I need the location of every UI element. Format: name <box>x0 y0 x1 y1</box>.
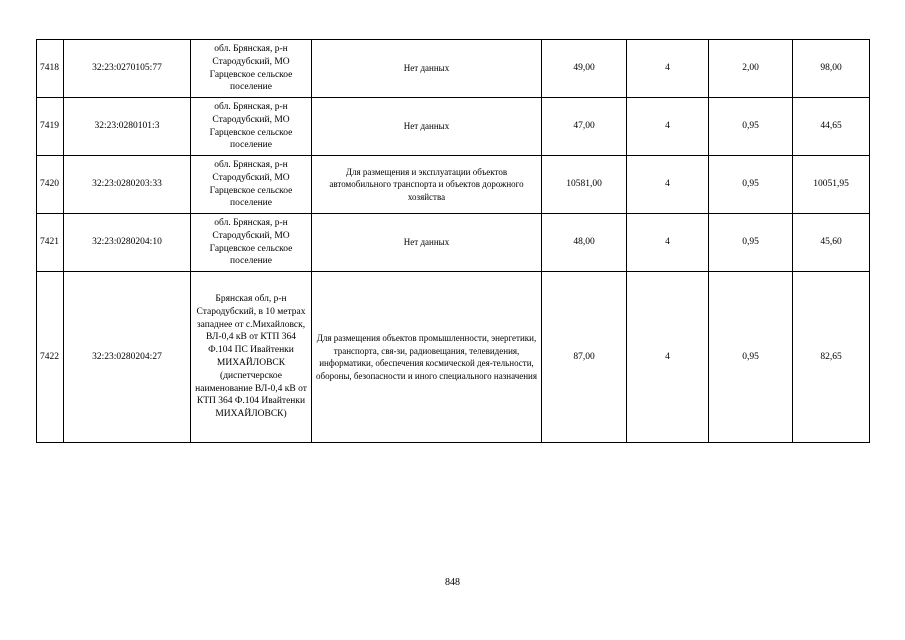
row-number-cell: 7421 <box>37 214 64 272</box>
coefficient-cell: 0,95 <box>709 214 793 272</box>
cadastral-number-cell: 32:23:0270105:77 <box>64 40 191 98</box>
table-row <box>37 40 870 98</box>
value-cell: 45,60 <box>793 214 870 272</box>
cadastral-number-cell: 32:23:0280204:27 <box>64 272 191 443</box>
address-cell: обл. Брянская, р-н Стародубский, МО Гарцевское сельское поселение <box>191 214 312 272</box>
category-cell: 4 <box>627 156 709 214</box>
table-row <box>37 98 870 156</box>
coefficient-cell: 2,00 <box>709 40 793 98</box>
page-number: 848 <box>445 577 460 588</box>
land-plots-table <box>36 39 870 443</box>
cadastral-number-cell: 32:23:0280101:3 <box>64 98 191 156</box>
area-cell: 47,00 <box>542 98 627 156</box>
area-cell: 87,00 <box>542 272 627 443</box>
category-cell: 4 <box>627 214 709 272</box>
value-cell: 10051,95 <box>793 156 870 214</box>
coefficient-cell: 0,95 <box>709 98 793 156</box>
cadastral-number-cell: 32:23:0280204:10 <box>64 214 191 272</box>
cadastral-number-cell: 32:23:0280203:33 <box>64 156 191 214</box>
permitted-use-cell: Для размещения объектов промышленности, энергетики, транспорта, свя-зи, радиовещания, телевидения, информатики, обеспечения космической дея-тельности, обороны, безопасности и иного специального назначения <box>312 272 542 443</box>
permitted-use-cell: Нет данных <box>312 98 542 156</box>
value-cell: 82,65 <box>793 272 870 443</box>
area-cell: 10581,00 <box>542 156 627 214</box>
address-cell: обл. Брянская, р-н Стародубский, МО Гарцевское сельское поселение <box>191 40 312 98</box>
value-cell: 44,65 <box>793 98 870 156</box>
permitted-use-cell: Нет данных <box>312 40 542 98</box>
row-number-cell: 7419 <box>37 98 64 156</box>
address-cell: обл. Брянская, р-н Стародубский, МО Гарцевское сельское поселение <box>191 98 312 156</box>
coefficient-cell: 0,95 <box>709 272 793 443</box>
table-row <box>37 156 870 214</box>
row-number-cell: 7418 <box>37 40 64 98</box>
value-cell: 98,00 <box>793 40 870 98</box>
table-row <box>37 272 870 443</box>
row-number-cell: 7422 <box>37 272 64 443</box>
permitted-use-cell: Нет данных <box>312 214 542 272</box>
table-row <box>37 214 870 272</box>
address-cell: обл. Брянская, р-н Стародубский, МО Гарцевское сельское поселение <box>191 156 312 214</box>
category-cell: 4 <box>627 98 709 156</box>
area-cell: 49,00 <box>542 40 627 98</box>
category-cell: 4 <box>627 40 709 98</box>
coefficient-cell: 0,95 <box>709 156 793 214</box>
category-cell: 4 <box>627 272 709 443</box>
row-number-cell: 7420 <box>37 156 64 214</box>
permitted-use-cell: Для размещения и эксплуатации объектов автомобильного транспорта и объектов дорожного хозяйства <box>312 156 542 214</box>
area-cell: 48,00 <box>542 214 627 272</box>
address-cell: Брянская обл, р-н Стародубский, в 10 метрах западнее от с.Михайловск, ВЛ-0,4 кВ от КТП 364 Ф.104 ПС Ивайтенки МИХАЙЛОВСК (диспетчерское наименование ВЛ-0,4 кВ от КТП 364 Ф.104 Ивайтенки МИХАЙЛОВСК) <box>191 272 312 443</box>
